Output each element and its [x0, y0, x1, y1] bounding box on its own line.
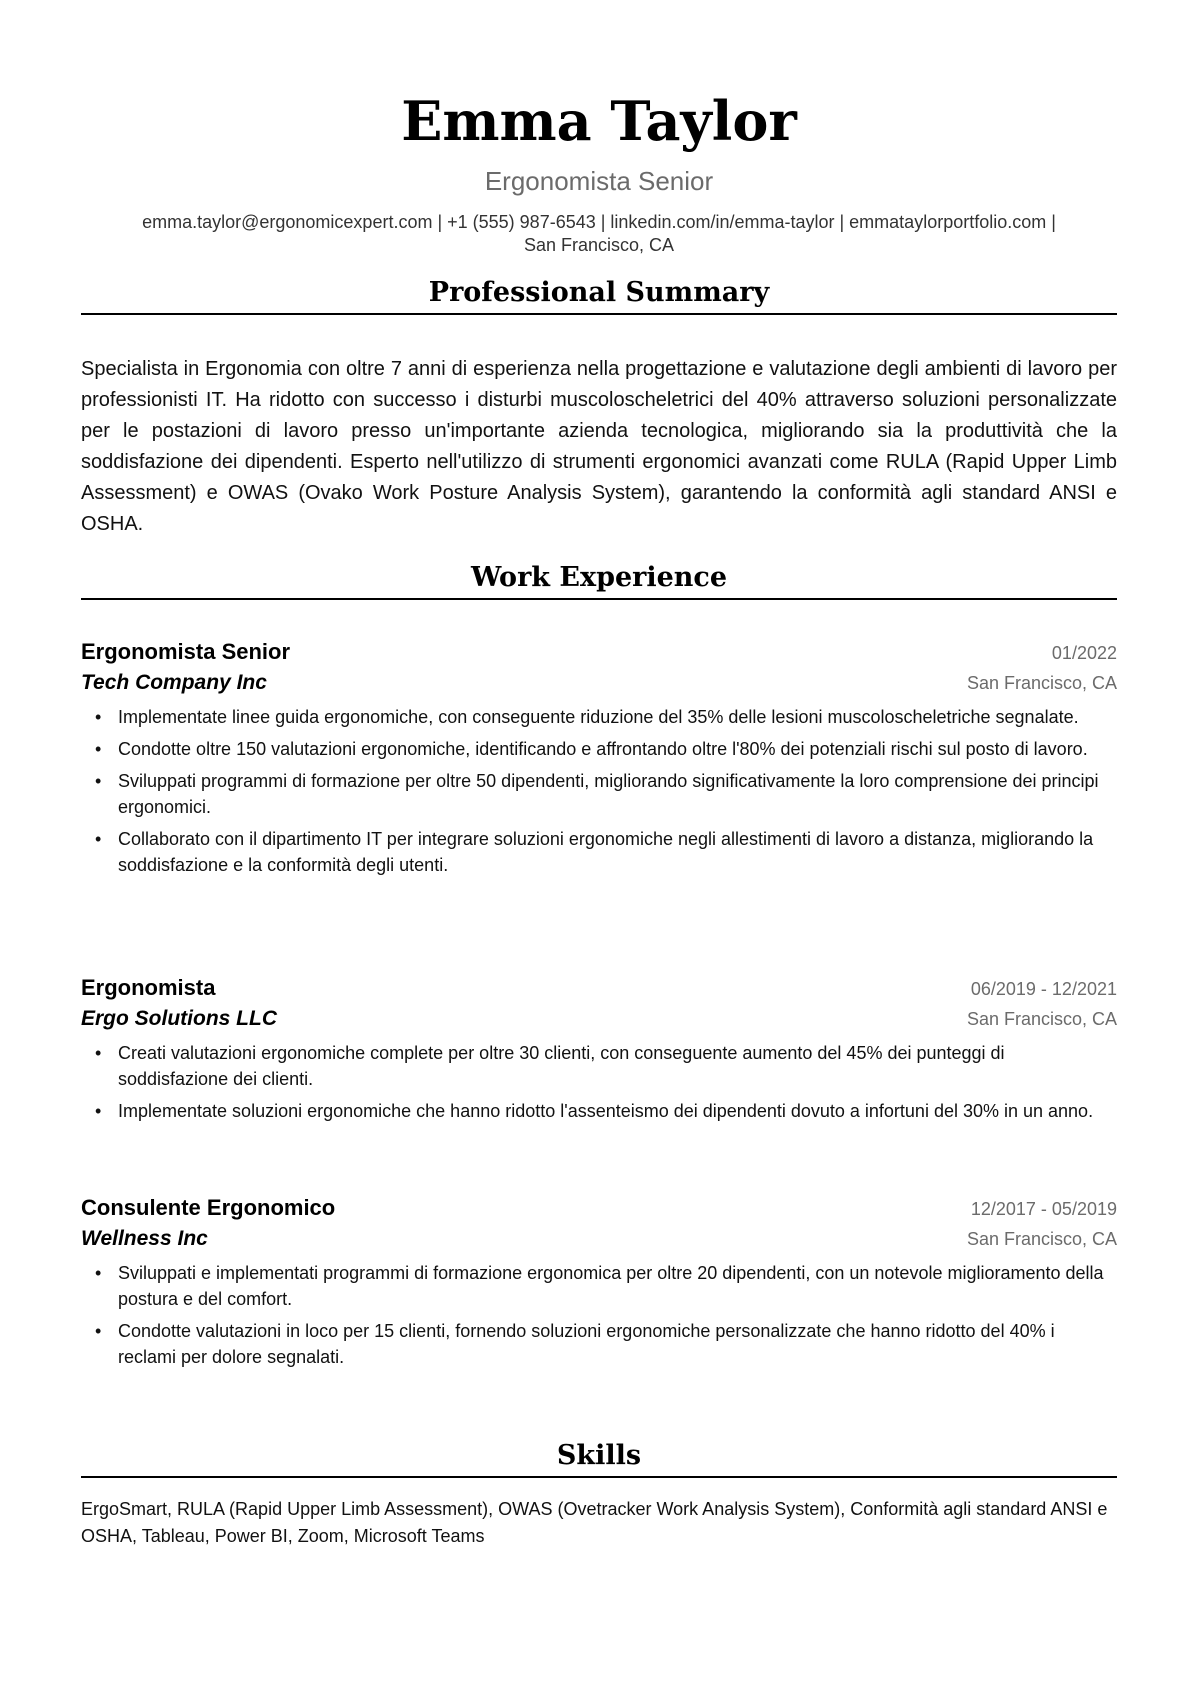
contact-line-2: San Francisco, CA — [523, 235, 675, 255]
job-company: Ergo Solutions LLC — [81, 1007, 277, 1030]
job-entry — [81, 973, 1117, 1130]
job-bullets — [81, 704, 1117, 878]
bullet-item: • Sviluppati programmi di formazione per oltre 50 dipendenti, migliorando significativamente la loro comprensione dei principi ergonomici. — [81, 768, 1117, 820]
job-bullets — [81, 1260, 1117, 1370]
bullet-item: • Creati valutazioni ergonomiche complete per oltre 30 clienti, con conseguente aumento del 45% dei punteggi di soddisfazione dei clienti. — [81, 1040, 1117, 1092]
skills-text: ErgoSmart, RULA (Rapid Upper Limb Assessment), OWAS (Ovetracker Work Analysis System), Conformità agli standard ANSI e OSHA, Tableau, Power BI, Zoom, Microsoft Teams — [81, 1499, 1108, 1546]
contact-info — [81, 211, 1117, 257]
job-title: Ergonomista — [81, 975, 216, 1000]
bullet-item: • Condotte valutazioni in loco per 15 clienti, fornendo soluzioni ergonomiche personalizzate che hanno ridotto del 40% i reclami per dolore segnalati. — [81, 1318, 1117, 1370]
job-location: San Francisco, CA — [966, 1229, 1117, 1249]
job-entry — [81, 637, 1117, 884]
job-title: Consulente Ergonomico — [81, 1195, 336, 1220]
candidate-title: Ergonomista Senior — [484, 166, 714, 196]
bullet-item: • Implementate linee guida ergonomiche, con conseguente riduzione del 35% delle lesioni muscoloscheletriche segnalate. — [81, 704, 1117, 730]
job-date: 01/2022 — [1051, 643, 1117, 663]
job-title: Ergonomista Senior — [81, 639, 291, 664]
bullet-item: • Condotte oltre 150 valutazioni ergonomiche, identificando e affrontando oltre l'80% dei potenziali rischi sul posto di lavoro. — [81, 736, 1117, 762]
job-company: Wellness Inc — [81, 1227, 208, 1250]
job-entry — [81, 1193, 1117, 1376]
bullet-item: • Collaborato con il dipartimento IT per integrare soluzioni ergonomiche negli allestimenti di lavoro a distanza, migliorando la soddisfazione e la conformità degli utenti. — [81, 826, 1117, 878]
job-date: 06/2019 - 12/2021 — [970, 979, 1117, 999]
experience-heading: Work Experience — [81, 560, 1117, 600]
summary-heading: Professional Summary — [81, 275, 1117, 315]
candidate-name: Emma Taylor — [401, 89, 797, 153]
contact-line-1: emma.taylor@ergonomicexpert.com | +1 (555) 987-6543 | linkedin.com/in/emma-taylor | emmataylorportfolio.com | — [142, 212, 1056, 232]
summary-text: Specialista in Ergonomia con oltre 7 anni di esperienza nella progettazione e valutazione degli ambienti di lavoro per professionisti IT. Ha ridotto con successo i disturbi muscoloscheletrici del 40% attraverso soluzioni personalizzate per le postazioni di lavoro presso un'importante azienda tecnologica, migliorando sia la produttività che la soddisfazione dei dipendenti. Esperto nell'utilizzo di strumenti ergonomici avanzati come RULA (Rapid Upper Limb Assessment) e OWAS (Ovako Work Posture Analysis System), garantendo la conformità agli standard ANSI e OSHA. — [81, 358, 1117, 535]
job-date: 12/2017 - 05/2019 — [970, 1199, 1117, 1219]
job-company: Tech Company Inc — [81, 671, 267, 694]
job-bullets — [81, 1040, 1117, 1124]
bullet-item: • Implementate soluzioni ergonomiche che hanno ridotto l'assenteismo dei dipendenti dovuto a infortuni del 30% in un anno. — [81, 1098, 1117, 1124]
job-location: San Francisco, CA — [966, 1009, 1117, 1029]
job-location: San Francisco, CA — [966, 673, 1117, 693]
skills-heading: Skills — [81, 1438, 1117, 1478]
bullet-item: • Sviluppati e implementati programmi di formazione ergonomica per oltre 20 dipendenti, con un notevole miglioramento della postura e del comfort. — [81, 1260, 1117, 1312]
